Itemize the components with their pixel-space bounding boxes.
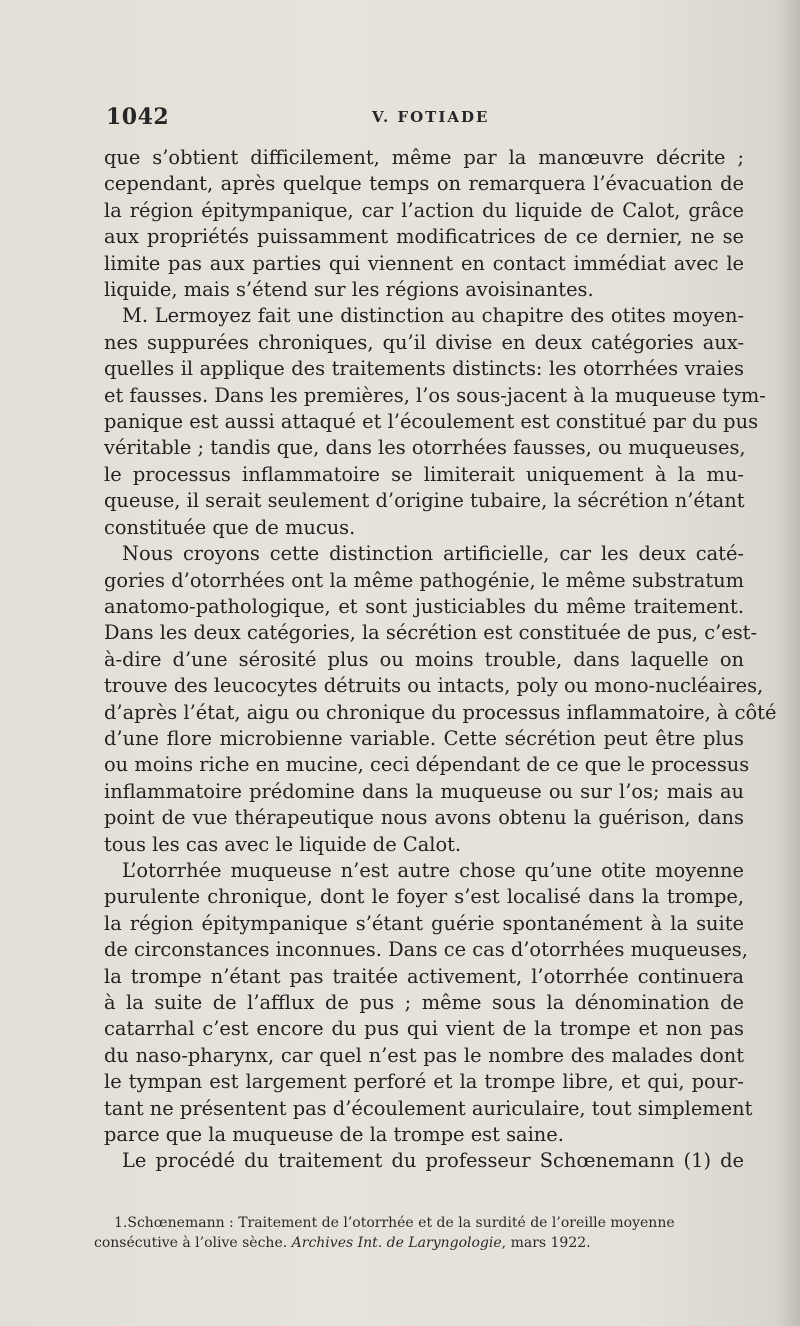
footnote-line: 1.Schœnemann : Traitement de l’otorrhée et de la surdité de l’oreille moyenne — [114, 1215, 675, 1231]
text-line: gories d’otorrhées ont la même pathogénie, le même substratum — [104, 568, 744, 592]
text-line: constituée que de mucus. — [104, 515, 356, 539]
running-head: V. FOTIADE — [372, 108, 490, 126]
text-line: tant ne présentent pas d’écoulement auriculaire, tout simplement — [104, 1096, 753, 1120]
text-line: purulente chronique, dont le foyer s’est localisé dans la trompe, — [104, 885, 744, 909]
text-line: le processus inflammatoire se limiterait uniquement à la mu- — [104, 462, 744, 486]
text-line: la région épitympanique, car l’action du liquide de Calot, grâce — [104, 198, 744, 222]
footnote-text: consécutive à l’olive sèche. — [94, 1235, 292, 1251]
text-line: nes suppurées chroniques, qu’il divise en deux catégories aux- — [104, 330, 744, 354]
footnote-line — [94, 1233, 740, 1253]
footnote-journal: Archives Int. de Laryngologie — [291, 1235, 502, 1251]
text-line: de circonstances inconnues. Dans ce cas d’otorrhées muqueuses, — [104, 938, 748, 962]
text-line: inflammatoire prédomine dans la muqueuse ou sur l’os; mais au — [104, 779, 744, 803]
text-line: le tympan est largement perforé et la trompe libre, et qui, pour- — [104, 1070, 744, 1094]
text-line: M. Lermoyez fait une distinction au chapitre des otites moyen- — [122, 304, 744, 328]
text-line: quelles il applique des traitements distincts: les otorrhées vraies — [104, 357, 744, 381]
text-line: trouve des leucocytes détruits ou intacts, poly ou mono-nucléaires, — [104, 674, 764, 698]
text-line: à-dire d’une sérosité plus ou moins trouble, dans laquelle on — [104, 647, 744, 671]
text-line: du naso-pharynx, car quel n’est pas le nombre des malades dont — [104, 1043, 744, 1067]
text-line: point de vue thérapeutique nous avons obtenu la guérison, dans — [104, 806, 744, 830]
footnote-date: , mars 1922. — [501, 1235, 591, 1251]
text-line: anatomo-pathologique, et sont justiciables du même traitement. — [104, 594, 744, 618]
text-line: Le procédé du traitement du professeur Schœnemann (1) de — [122, 1149, 744, 1173]
text-line: à la suite de l’afflux de pus ; même sous la dénomination de — [104, 991, 744, 1014]
text-line: ou moins riche en mucine, ceci dépendant de ce que le processus — [104, 753, 750, 777]
text-line: que s’obtient difficilement, même par la manœuvre décrite ; — [104, 146, 744, 169]
text-line: liquide, mais s’étend sur les régions avoisinantes. — [104, 278, 594, 302]
text-line: cependant, après quelque temps on remarquera l’évacuation de — [104, 172, 744, 196]
text-line: véritable ; tandis que, dans les otorrhées fausses, ou muqueuses, — [104, 436, 746, 460]
text-line: catarrhal c’est encore du pus qui vient de la trompe et non pas — [104, 1017, 744, 1041]
text-line: la trompe n’étant pas traitée activement, l’otorrhée continuera — [104, 964, 744, 988]
text-line: tous les cas avec le liquide de Calot. — [104, 832, 462, 856]
footnote — [94, 1213, 740, 1253]
page-edge-shadow — [778, 0, 800, 1326]
text-line: panique est aussi attaqué et l’écoulement est constitué par du pus — [104, 410, 759, 434]
page-number: 1042 — [106, 104, 170, 130]
text-line: Dans les deux catégories, la sécrétion est constituée de pus, c’est- — [104, 621, 758, 645]
text-line: Nous croyons cette distinction artificielle, car les deux caté- — [122, 542, 744, 566]
text-line: L’otorrhée muqueuse n’est autre chose qu’une otite moyenne — [122, 858, 744, 882]
text-line: limite pas aux parties qui viennent en contact immédiat avec le — [104, 251, 744, 275]
text-line: parce que la muqueuse de la trompe est saine. — [104, 1123, 564, 1147]
text-line: d’une flore microbienne variable. Cette sécrétion peut être plus — [104, 726, 744, 750]
text-line: aux propriétés puissamment modificatrices de ce dernier, ne se — [104, 225, 744, 249]
text-line: queuse, il serait seulement d’origine tubaire, la sécrétion n’étant — [104, 489, 745, 513]
text-line: d’après l’état, aigu ou chronique du processus inflammatoire, à côté — [104, 700, 777, 724]
text-line: la région épitympanique s’étant guérie spontanément à la suite — [104, 911, 744, 935]
page-header — [106, 100, 746, 134]
body-text — [104, 145, 777, 1175]
text-line: et fausses. Dans les premières, l’os sous-jacent à la muqueuse tym- — [104, 383, 766, 407]
